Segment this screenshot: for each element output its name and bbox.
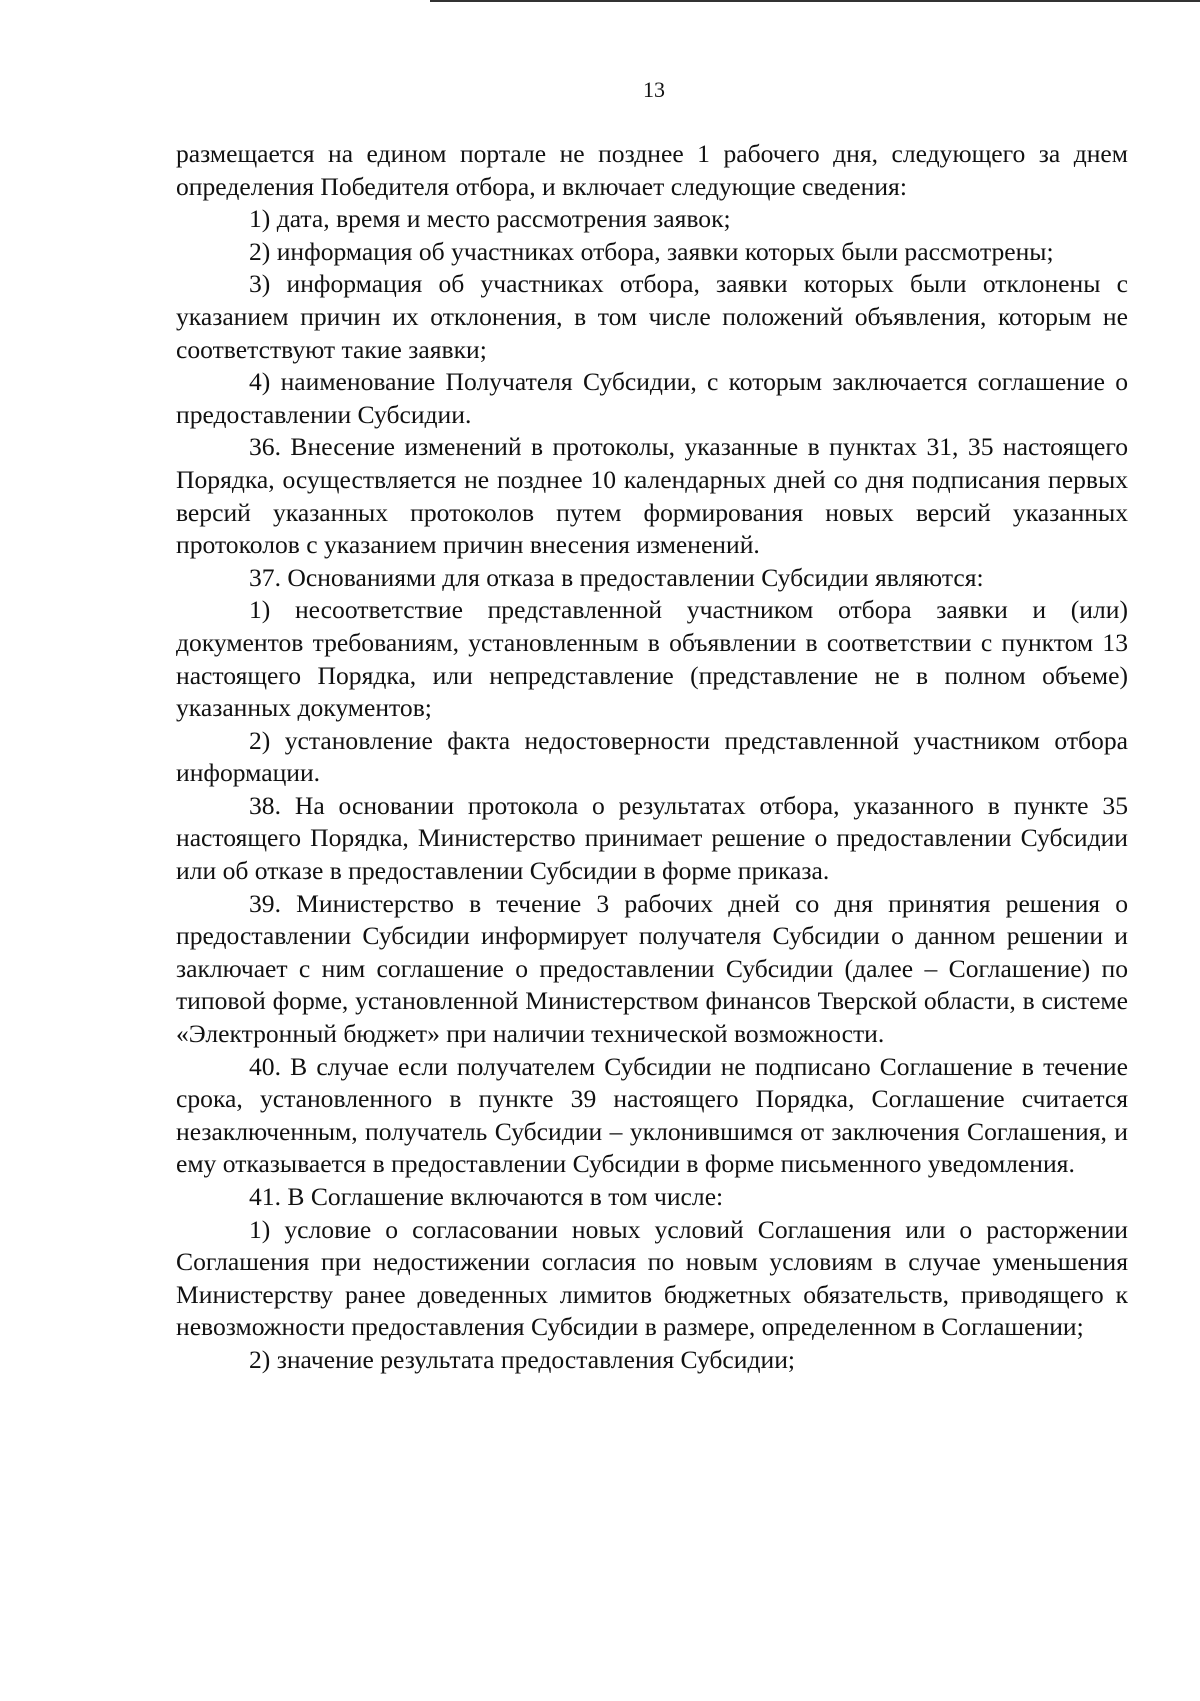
scan-top-edge-line <box>430 0 1200 2</box>
paragraph-41: 41. В Соглашение включаются в том числе: <box>249 1182 724 1211</box>
paragraph-item-3-rejected: 3) информация об участниках отбора, заявки которых были отклонены с указанием причин их отклонения, в том числе положений объявления, которым не соответствуют такие заявки; <box>176 269 1128 364</box>
paragraph-37: 37. Основаниями для отказа в предоставлении Субсидии являются: <box>249 562 984 592</box>
paragraph-item-2-considered: 2) информация об участниках отбора, заявки которых были рассмотрены; <box>249 236 1054 266</box>
paragraph-item-1-date: 1) дата, время и место рассмотрения заявок; <box>249 204 731 234</box>
document-body <box>176 138 1128 1377</box>
page-number: 13 <box>643 77 665 102</box>
paragraph-36: 36. Внесение изменений в протоколы, указанные в пунктах 31, 35 настоящего Порядка, осуществляется не позднее 10 календарных дней со дня подписания первых версий указанных протоколов путем формирования новых версий указанных протоколов с указанием причин внесения изменений. <box>176 432 1128 560</box>
paragraph-41-item-2: 2) значение результата предоставления Субсидии; <box>249 1344 796 1374</box>
paragraph-38: 38. На основании протокола о результатах отбора, указанного в пункте 35 настоящего Порядка, Министерство принимает решение о предоставлении Субсидии или об отказе в предоставлении Субсидии в форме приказа. <box>176 790 1128 886</box>
paragraph-37-item-2: 2) установление факта недостоверности представленной участником отбора информации. <box>176 725 1128 788</box>
paragraph-continuation: размещается на едином портале не позднее 1 рабочего дня, следующего за днем определения Победителя отбора, и включает следующие сведения: <box>176 139 1128 201</box>
paragraph-item-4-recipient: 4) наименование Получателя Субсидии, с которым заключается соглашение о предоставлении Субсидии. <box>176 367 1128 429</box>
paragraph-39: 39. Министерство в течение 3 рабочих дней со дня принятия решения о предоставлении Субсидии информирует получателя Субсидии о данном решении и заключает с ним соглашение о предоставлении Субсидии (далее – Соглашение) по типовой форме, установленной Министерством финансов Тверской области, в системе «Электронный бюджет» при наличии технической возможности. <box>176 888 1128 1049</box>
paragraph-40: 40. В случае если получателем Субсидии не подписано Соглашение в течение срока, установленного в пункте 39 настоящего Порядка, Соглашение считается незаключенным, получатель Субсидии – уклонившимся от заключения Соглашения, и ему отказывается в предоставлении Субсидии в форме письменного уведомления. <box>176 1051 1128 1179</box>
paragraph-41-item-1: 1) условие о согласовании новых условий Соглашения или о расторжении Соглашения при недостижении согласия по новым условиям в случае уменьшения Министерству ранее доведенных лимитов бюджетных обязательств, приводящего к невозможности предоставления Субсидии в размере, определенном в Соглашении; <box>176 1214 1128 1342</box>
paragraph-37-item-1: 1) несоответствие представленной участником отбора заявки и (или) документов требованиям, установленным в объявлении в соответствии с пунктом 13 настоящего Порядка, или непредставление (представление не в полном объеме) указанных документов; <box>176 595 1128 723</box>
